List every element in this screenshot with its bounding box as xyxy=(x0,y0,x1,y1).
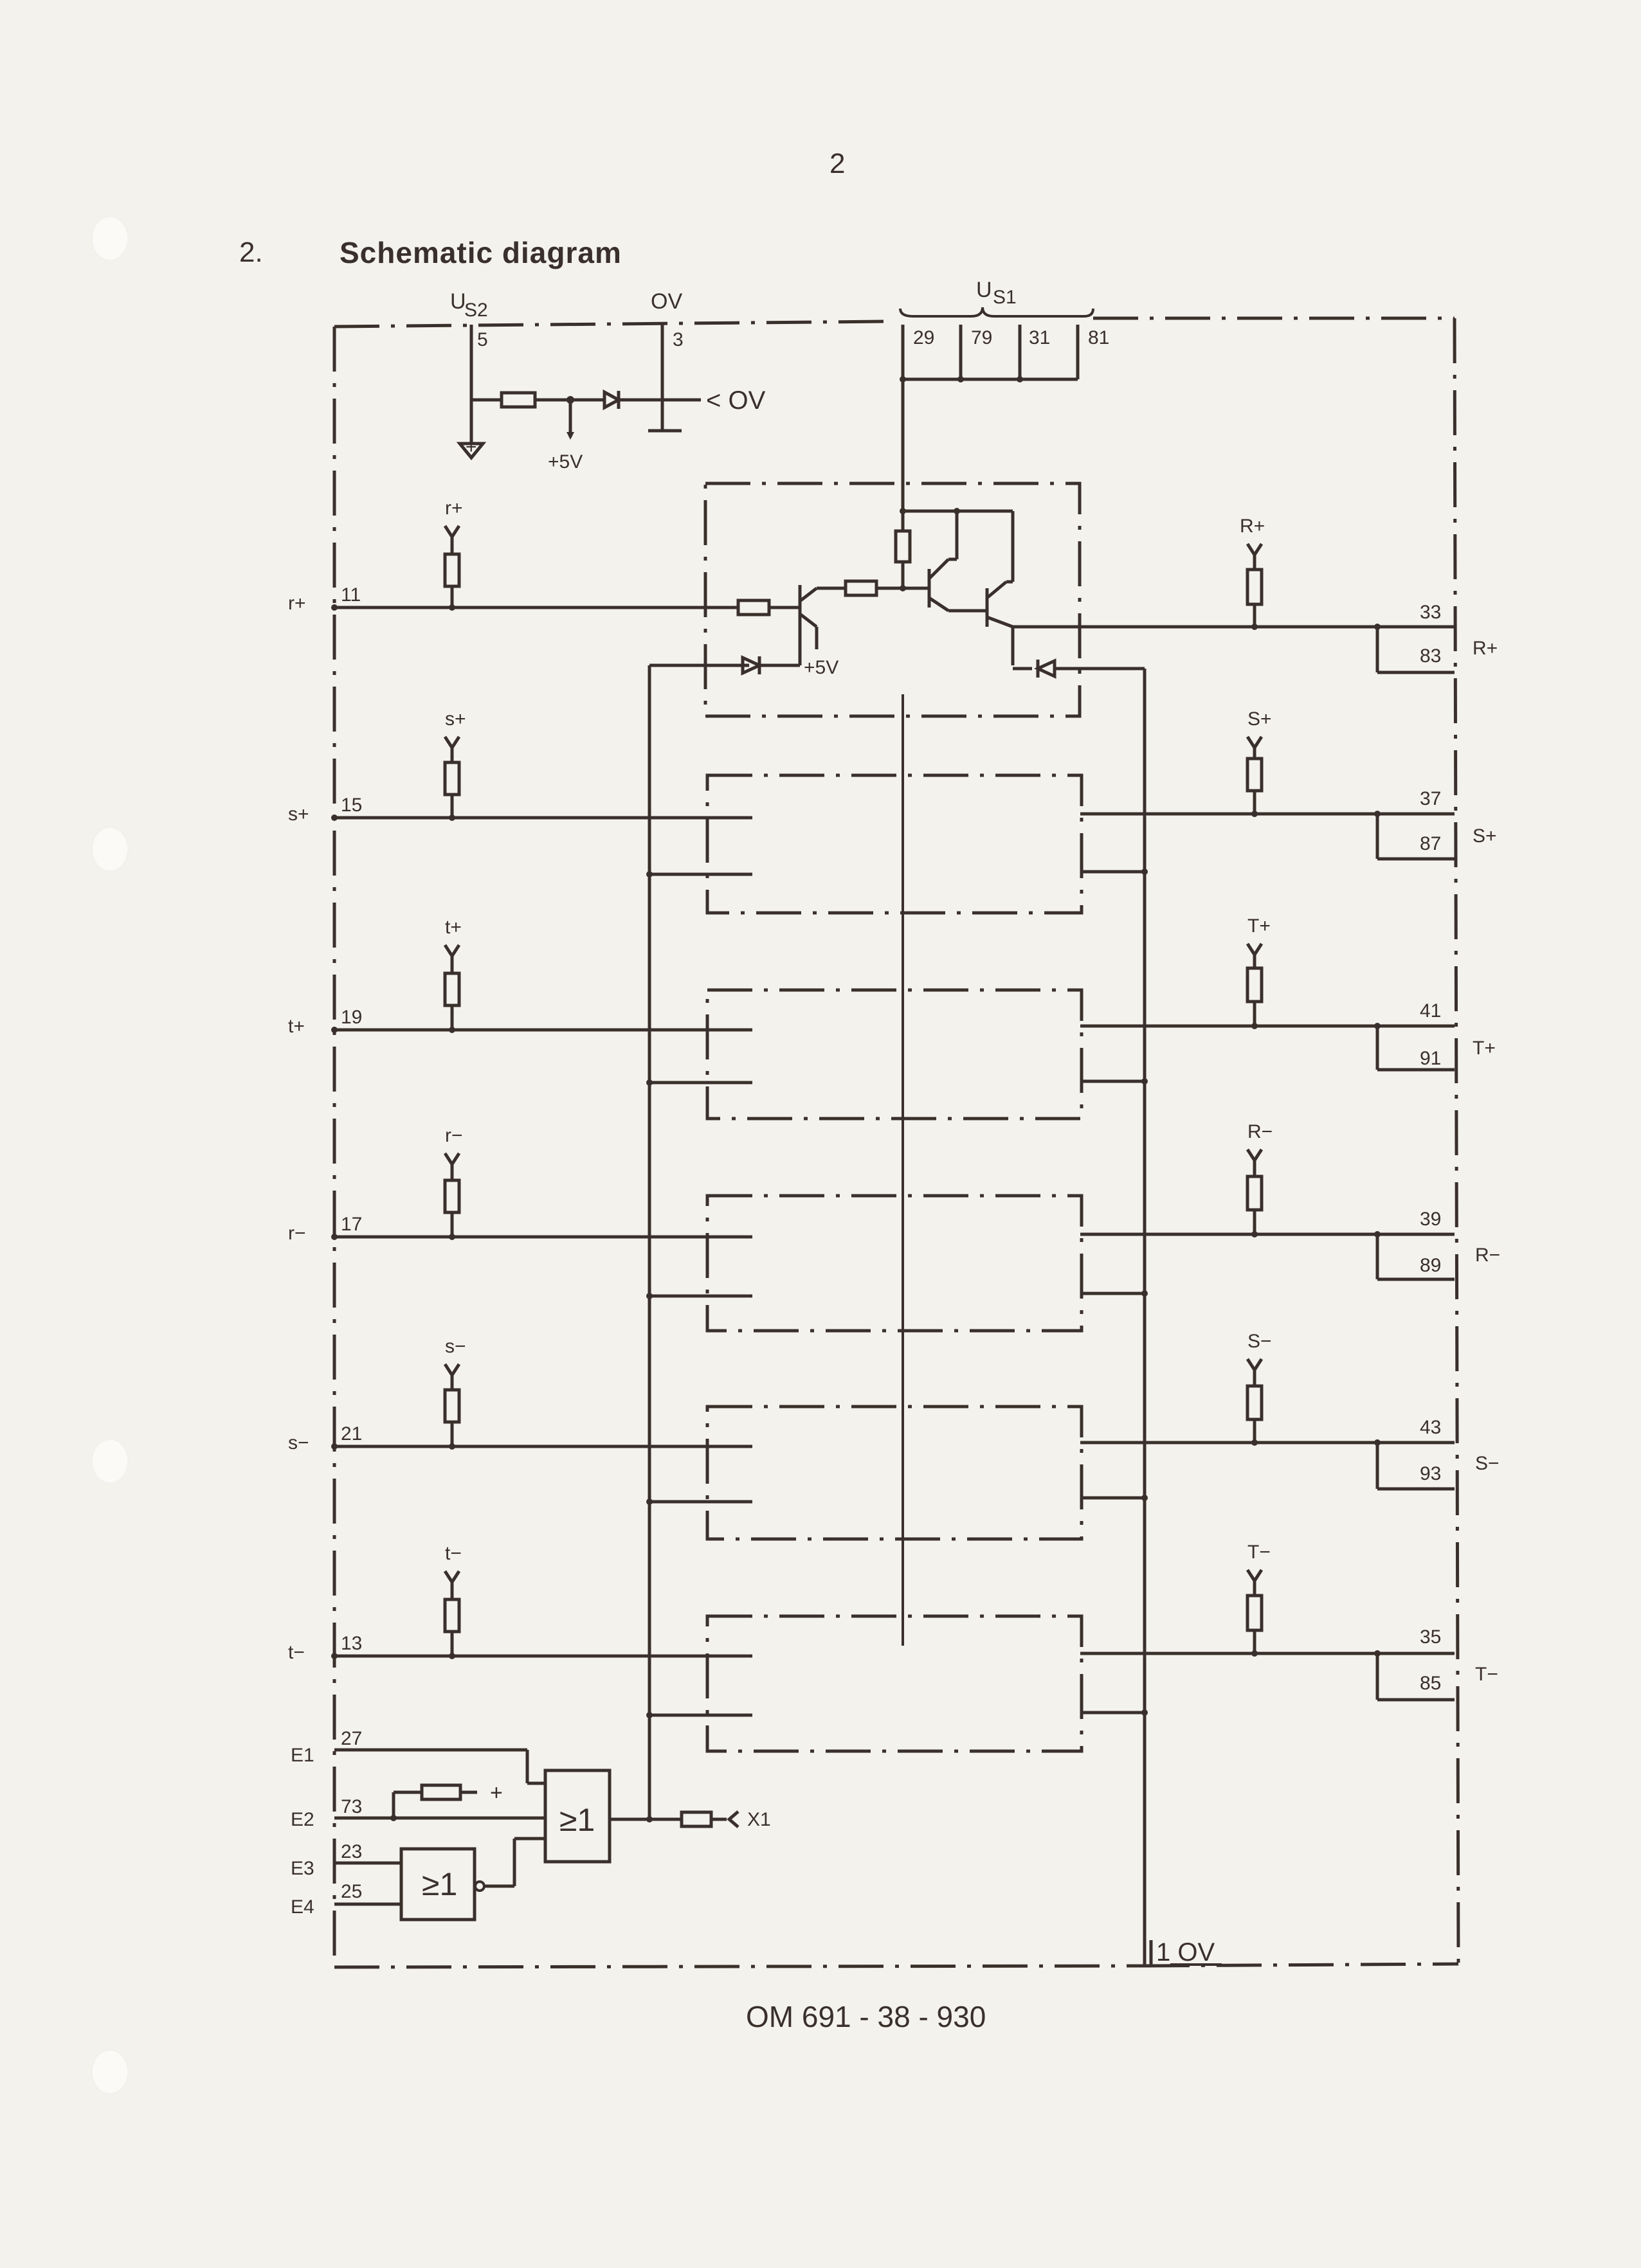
us2-sub: S2 xyxy=(464,300,488,321)
bus-lines xyxy=(649,665,1145,1966)
document-id: OM 691 - 38 - 930 xyxy=(746,2000,986,2033)
pull-resistor xyxy=(1247,1596,1262,1630)
channel-pin: 11 xyxy=(341,584,361,606)
output-pin-bottom: 87 xyxy=(1420,833,1442,854)
driver-stage-detail xyxy=(705,483,1257,716)
enable-label: E2 xyxy=(291,1809,314,1830)
zero-v-connector: < OV xyxy=(706,386,766,415)
output-channel-2 xyxy=(1247,708,1497,859)
testpoint-icon xyxy=(445,945,459,956)
testpoint-label: S+ xyxy=(1247,708,1272,730)
input-channel-3 xyxy=(288,917,462,1037)
output-channel-1 xyxy=(1240,516,1498,672)
pull-resistor xyxy=(1247,1176,1262,1210)
driver-block xyxy=(707,1196,1082,1331)
ov-label: OV xyxy=(651,289,683,314)
channel-side-label: t+ xyxy=(288,1016,305,1037)
enable-pin: 25 xyxy=(341,1881,363,1902)
testpoint-label: r− xyxy=(445,1125,463,1146)
us1-pin: 81 xyxy=(1088,327,1110,348)
zener-diode xyxy=(604,391,619,409)
testpoint-label: t− xyxy=(445,1543,462,1564)
testpoint-icon xyxy=(1247,1149,1262,1160)
plus-sign: + xyxy=(490,1781,503,1805)
testpoint-label: s+ xyxy=(445,708,466,730)
testpoint-icon xyxy=(1247,944,1262,955)
input-channel-4 xyxy=(288,1125,463,1244)
diode-icon xyxy=(1038,660,1055,678)
output-channel-6 xyxy=(1247,1542,1498,1700)
testpoint-label: T+ xyxy=(1247,915,1271,937)
enable-pin: 73 xyxy=(341,1796,363,1817)
us1-supply xyxy=(900,278,1109,489)
output-pin-top: 43 xyxy=(1420,1417,1442,1438)
plus5v-label: +5V xyxy=(548,451,583,473)
enable-pin: 23 xyxy=(341,1841,363,1862)
driver-block xyxy=(707,1616,1082,1751)
base-resistor xyxy=(846,581,876,595)
testpoint-icon xyxy=(445,1364,459,1375)
pull-resistor xyxy=(1247,570,1262,604)
pull-resistor xyxy=(1247,968,1262,1002)
enable-logic xyxy=(291,1728,771,1920)
testpoint-icon xyxy=(445,526,459,537)
input-resistor xyxy=(738,600,769,615)
output-side-label: R+ xyxy=(1473,638,1498,659)
pull-resistor xyxy=(1247,759,1262,791)
driver-blocks xyxy=(707,775,1082,1751)
pull-resistor xyxy=(445,1180,459,1212)
connector-icon xyxy=(729,1812,738,1827)
enable-label: E1 xyxy=(291,1745,314,1766)
pull-up-resistor xyxy=(896,531,910,562)
output-side-label: T− xyxy=(1475,1664,1498,1685)
input-channel-6 xyxy=(288,1543,462,1663)
output-pin-bottom: 85 xyxy=(1420,1673,1442,1694)
us1-sub: S1 xyxy=(993,287,1017,308)
input-channel-2 xyxy=(288,708,466,825)
pull-resistor xyxy=(445,973,459,1005)
driver-plus5v: +5V xyxy=(804,657,839,678)
output-pin-top: 41 xyxy=(1420,1000,1442,1022)
us1-pin: 29 xyxy=(913,327,935,348)
output-pin-top: 39 xyxy=(1420,1209,1442,1230)
output-side-label: S+ xyxy=(1473,825,1497,847)
ov-pin: 3 xyxy=(673,329,684,350)
ground-text: 1 OV xyxy=(1156,1938,1215,1967)
pull-resistor xyxy=(445,762,459,795)
testpoint-label: t+ xyxy=(445,917,462,938)
enable-label: E3 xyxy=(291,1858,314,1879)
section-title: Schematic diagram xyxy=(340,236,622,269)
output-side-label: T+ xyxy=(1473,1038,1496,1059)
bias-resistor xyxy=(422,1785,460,1799)
output-pin-top: 33 xyxy=(1420,602,1442,623)
pull-resistor xyxy=(445,1599,459,1632)
testpoint-icon xyxy=(1247,544,1262,555)
channel-side-label: s− xyxy=(288,1432,309,1454)
input-channels xyxy=(288,498,752,1718)
pull-resistor xyxy=(445,1390,459,1422)
output-pin-top: 35 xyxy=(1420,1626,1442,1648)
supply-section xyxy=(450,289,766,473)
us1-pin: 79 xyxy=(971,327,993,348)
us1-label: U xyxy=(976,278,992,302)
testpoint-label: T− xyxy=(1247,1542,1271,1563)
channel-pin: 15 xyxy=(341,795,363,816)
testpoint-label: R− xyxy=(1247,1121,1273,1142)
section-number: 2. xyxy=(239,237,263,268)
outer-frame xyxy=(334,318,1458,1967)
output-side-label: R− xyxy=(1475,1245,1501,1266)
testpoint-label: r+ xyxy=(445,498,463,519)
channel-side-label: t− xyxy=(288,1642,305,1663)
channel-pin: 17 xyxy=(341,1214,363,1235)
channel-side-label: r− xyxy=(288,1223,306,1244)
svg-text:+: + xyxy=(466,437,477,458)
channel-side-label: r+ xyxy=(288,593,306,614)
pull-resistor xyxy=(1247,1386,1262,1419)
testpoint-label: S− xyxy=(1247,1331,1272,1352)
testpoint-icon xyxy=(445,1571,459,1582)
or-gate-label: ≥1 xyxy=(559,1802,595,1838)
output-pin-bottom: 93 xyxy=(1420,1463,1442,1484)
pull-resistor xyxy=(445,554,459,586)
output-pin-top: 37 xyxy=(1420,788,1442,809)
output-channel-5 xyxy=(1247,1331,1500,1489)
testpoint-label: R+ xyxy=(1240,516,1265,537)
testpoint-icon xyxy=(1247,1570,1262,1581)
driver-block xyxy=(707,990,1082,1119)
input-channel-1 xyxy=(288,498,463,614)
testpoint-icon xyxy=(1247,1359,1262,1370)
inverter-bubble-icon xyxy=(475,1882,484,1891)
supply-resistor xyxy=(502,393,535,407)
or-gate-label: ≥1 xyxy=(422,1866,458,1902)
output-channel-3 xyxy=(1247,915,1496,1070)
enable-pin: 27 xyxy=(341,1728,363,1749)
testpoint-icon xyxy=(1247,737,1262,748)
page-number: 2 xyxy=(830,148,846,179)
output-pin-bottom: 89 xyxy=(1420,1255,1442,1276)
us2-pin: 5 xyxy=(477,329,488,350)
x1-connector: X1 xyxy=(747,1809,771,1830)
driver-block xyxy=(707,775,1082,913)
channel-pin: 19 xyxy=(341,1007,363,1028)
output-pin-bottom: 83 xyxy=(1420,645,1442,667)
x1-resistor xyxy=(682,1812,711,1826)
ground-triangle-icon xyxy=(460,437,483,458)
channel-side-label: s+ xyxy=(288,804,309,825)
testpoint-icon xyxy=(445,737,459,748)
channel-pin: 13 xyxy=(341,1633,363,1654)
testpoint-label: s− xyxy=(445,1336,466,1357)
output-channel-4 xyxy=(1247,1121,1500,1279)
driver-block xyxy=(707,1407,1082,1539)
enable-label: E4 xyxy=(291,1896,314,1918)
input-channel-5 xyxy=(288,1336,466,1454)
ground-label xyxy=(1151,1938,1222,1967)
channel-pin: 21 xyxy=(341,1423,363,1444)
us1-pin: 31 xyxy=(1029,327,1051,348)
output-pin-bottom: 91 xyxy=(1420,1048,1442,1069)
us2-label: U xyxy=(450,289,466,314)
output-side-label: S− xyxy=(1475,1453,1500,1474)
testpoint-icon xyxy=(445,1153,459,1164)
